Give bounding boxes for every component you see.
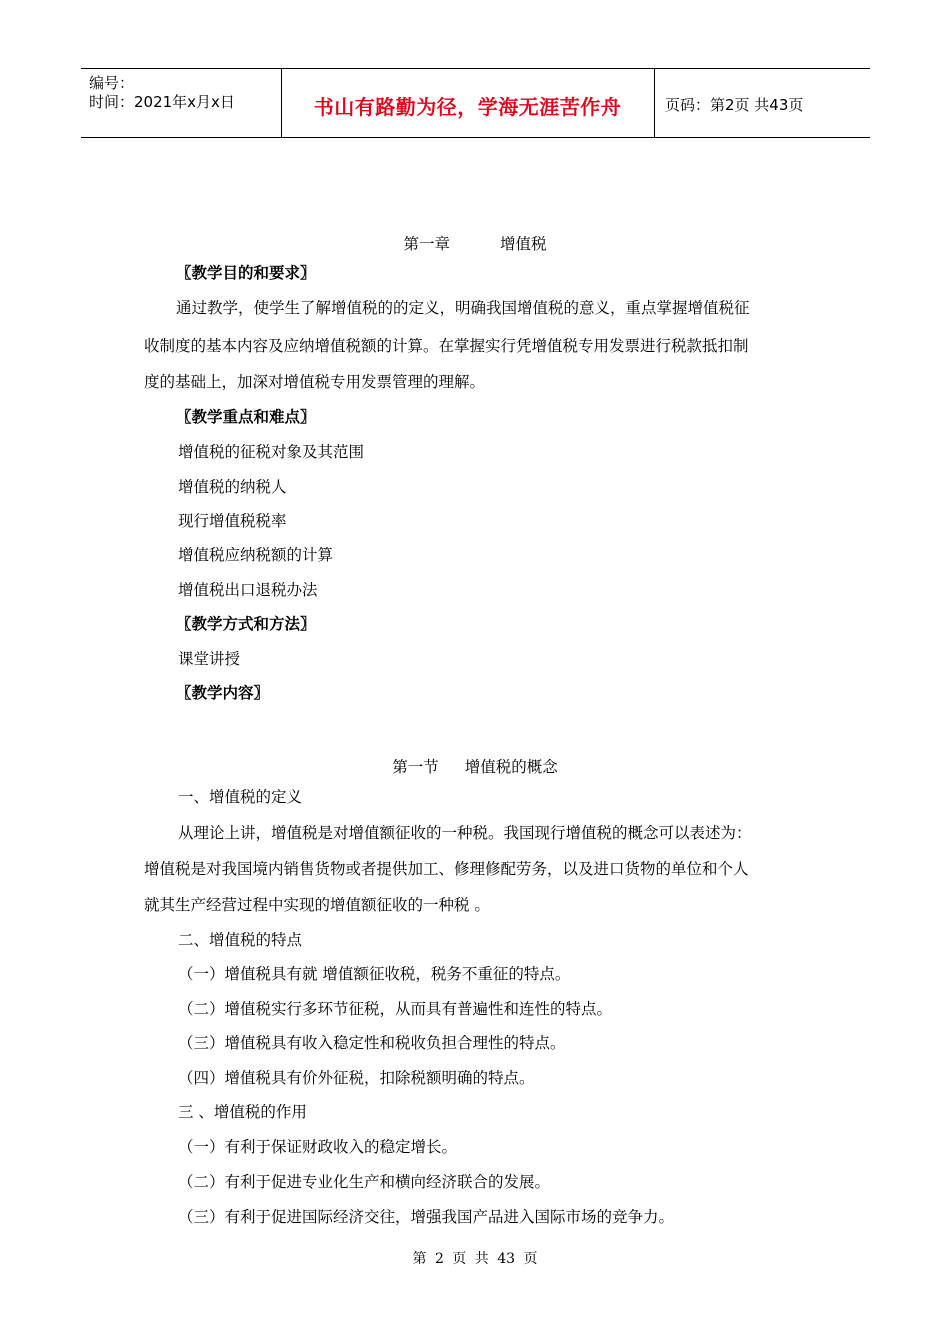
content-heading: 〖教学内容〗 — [176, 684, 270, 702]
header-page-cell — [655, 69, 870, 137]
key-point-item: 增值税的征税对象及其范围 — [178, 443, 365, 461]
role-item: （二）有利于促进专业化生产和横向经济联合的发展。 — [178, 1173, 551, 1191]
objectives-heading: 〖教学目的和要求〗 — [176, 264, 316, 282]
definition-line: 从理论上讲，增值税是对增值额征收的一种税。我国现行增值税的概念可以表述为： — [178, 824, 752, 842]
key-point-item: 增值税应纳税额的计算 — [178, 546, 334, 564]
chapter-number: 第一章 — [403, 235, 450, 253]
motto: 书山有路勤为径，学海无涯苦作舟 — [313, 95, 622, 119]
section-title — [0, 755, 950, 777]
methods-text: 课堂讲授 — [178, 650, 241, 668]
page-footer: 第 2 页 共 43 页 — [412, 1251, 538, 1267]
feature-item: （二）增值税实行多环节征税，从而具有普遍性和连性的特点。 — [178, 1000, 613, 1018]
feature-item: （四）增值税具有价外征税，扣除税额明确的特点。 — [178, 1069, 535, 1087]
chapter-title — [0, 232, 950, 254]
objectives-line: 通过教学，使学生了解增值税的的定义，明确我国增值税的意义，重点掌握增值税征 — [176, 299, 750, 317]
header-meta-cell — [81, 69, 282, 137]
header-table — [81, 68, 870, 138]
section-number: 第一节 — [392, 758, 439, 776]
chapter-name: 增值税 — [500, 235, 547, 253]
key-point-item: 现行增值税税率 — [178, 512, 287, 530]
time-label: 时间：2021年x月x日 — [89, 93, 235, 111]
role-item: （一）有利于保证财政收入的稳定增长。 — [178, 1138, 458, 1156]
role-item: （三）有利于促进国际经济交往，增强我国产品进入国际市场的竞争力。 — [178, 1208, 675, 1226]
number-label: 编号： — [89, 74, 135, 92]
page-info: 页码：第2页 共43页 — [665, 96, 804, 114]
definition-line: 增值税是对我国境内销售货物或者提供加工、修理修配劳务，以及进口货物的单位和个人 — [144, 860, 749, 878]
key-points-heading: 〖教学重点和难点〗 — [176, 408, 316, 426]
header-motto-cell — [281, 69, 655, 137]
objectives-line: 度的基础上，加深对增值税专用发票管理的理解。 — [144, 373, 486, 391]
key-point-item: 增值税的纳税人 — [178, 478, 287, 496]
key-point-item: 增值税出口退税办法 — [178, 581, 318, 599]
features-heading: 二、增值税的特点 — [178, 931, 303, 949]
definition-heading: 一、增值税的定义 — [178, 788, 303, 806]
section-name: 增值税的概念 — [464, 758, 558, 776]
objectives-line: 收制度的基本内容及应纳增值税额的计算。在掌握实行凭增值税专用发票进行税款抵扣制 — [144, 337, 749, 355]
feature-item: （三）增值税具有收入稳定性和税收负担合理性的特点。 — [178, 1034, 566, 1052]
roles-heading: 三 、增值税的作用 — [178, 1103, 307, 1121]
methods-heading: 〖教学方式和方法〗 — [176, 615, 316, 633]
feature-item: （一）增值税具有就 增值额征收税，税务不重征的特点。 — [178, 965, 571, 983]
definition-line: 就其生产经营过程中实现的增值额征收的一种税 。 — [144, 896, 490, 914]
